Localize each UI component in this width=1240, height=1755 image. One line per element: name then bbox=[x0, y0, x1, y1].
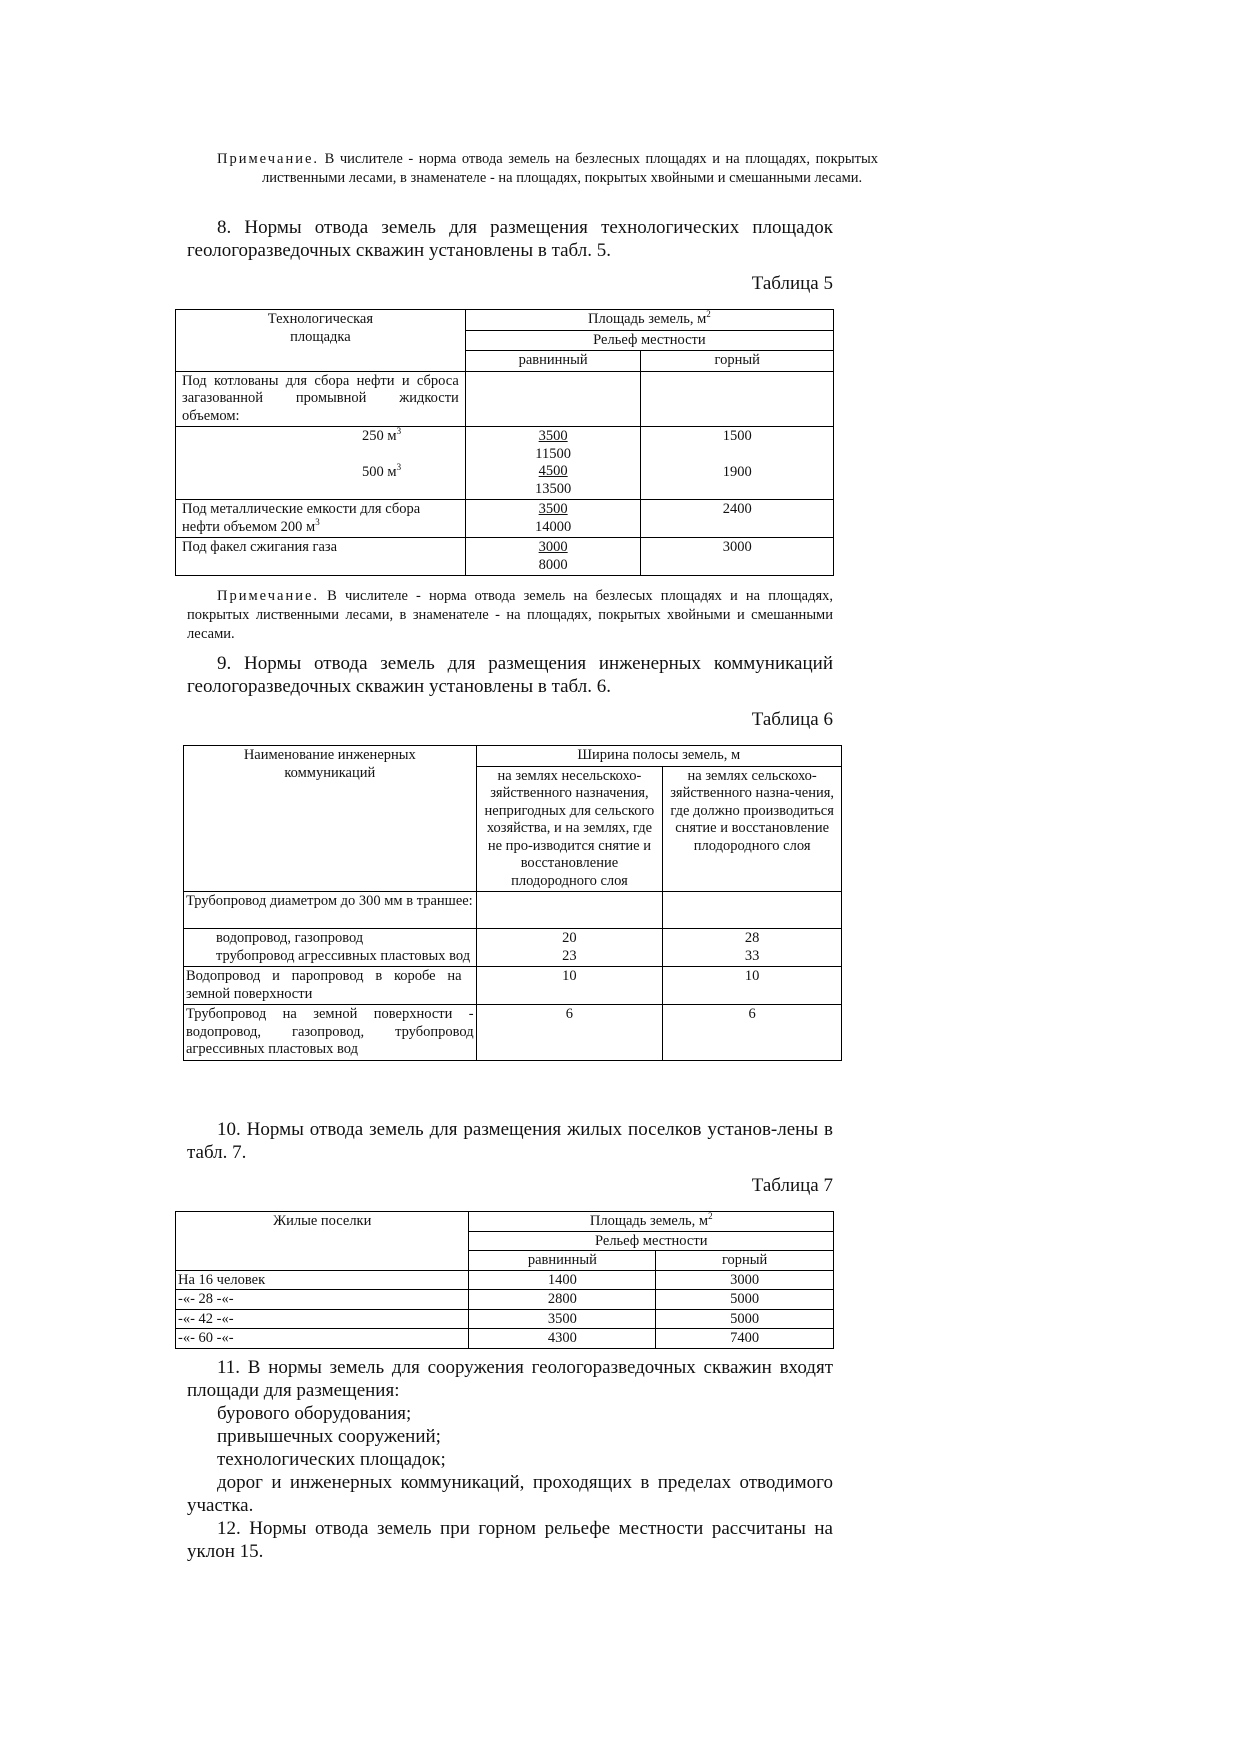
table-7-row-mount: 5000 bbox=[656, 1290, 834, 1310]
table-7-row-label: -«- 28 -«- bbox=[176, 1290, 469, 1310]
table-5-row-tanks-sup: 3 bbox=[315, 516, 320, 527]
table-5-row-500-sup: 3 bbox=[396, 461, 402, 472]
table-7-row-flat: 1400 bbox=[469, 1270, 656, 1290]
table-5-row-flare-flat-denominator: 8000 bbox=[538, 556, 568, 573]
table-5-row-pits-flat bbox=[465, 371, 641, 427]
table-row bbox=[176, 1270, 834, 1290]
table-5-row-pits-mount bbox=[641, 371, 834, 427]
table-7-row-label: -«- 60 -«- bbox=[176, 1329, 469, 1349]
table-7 bbox=[175, 1211, 834, 1349]
table-5-row-tanks-label bbox=[176, 500, 466, 538]
table-5-header-area bbox=[465, 310, 833, 331]
table-5-row-volumes-label bbox=[176, 427, 466, 500]
table-5-header-mount: горный bbox=[641, 351, 834, 372]
table-7-header-area-text: Площадь земель, м bbox=[589, 1213, 709, 1229]
table-5-row-250-flat-denominator: 11500 bbox=[535, 445, 571, 462]
paragraph-9-text: 9. Нормы отвода земель для размещения инженерных коммуникаций геологоразведочных скважин установлены в табл. 6. bbox=[187, 653, 833, 697]
table-5-row-flare-label: Под факел сжигания газа bbox=[176, 538, 466, 576]
table-5-row-250-sup: 3 bbox=[396, 426, 402, 437]
table-6-header-width: Ширина полосы земель, м bbox=[476, 746, 841, 767]
paragraph-10 bbox=[187, 1118, 833, 1164]
note-2 bbox=[187, 587, 833, 644]
paragraph-8-text: 8. Нормы отвода земель для размещения технологических площадок геологоразведочных скважин установлены в табл. 5. bbox=[187, 217, 833, 261]
table-6-header-agri: на землях сельскохо-зяйственного назна-чения, где должно производиться снятие и восстановление плодородного слоя bbox=[663, 766, 842, 892]
paragraph-11-last: дорог и инженерных коммуникаций, проходящих в пределах отводимого участка. bbox=[187, 1472, 833, 1516]
table-5-header-relief: Рельеф местности bbox=[465, 330, 833, 351]
table-5-row-volumes-flat bbox=[465, 427, 641, 500]
table-6-row-surface-label: Трубопровод на земной поверхности - водопровод, газопровод, трубопровод агрессивных пластовых вод bbox=[184, 1005, 477, 1061]
table-6-row-trench-v1 bbox=[476, 892, 663, 929]
table-7-header-settlements: Жилые поселки bbox=[176, 1212, 469, 1271]
table-5-row-flare-flat-numerator: 3000 bbox=[538, 539, 568, 555]
paragraph-11 bbox=[187, 1356, 833, 1563]
table-5-row-250-flat-numerator: 3500 bbox=[538, 428, 568, 444]
table-5-row-flare-mount: 3000 bbox=[641, 538, 834, 576]
table-5-row-tanks-flat bbox=[465, 500, 641, 538]
list-item: бурового оборудования; bbox=[217, 1403, 412, 1424]
table-7-row-mount: 5000 bbox=[656, 1309, 834, 1329]
table-7-row-flat: 4300 bbox=[469, 1329, 656, 1349]
table-7-row-flat: 2800 bbox=[469, 1290, 656, 1310]
table-row bbox=[176, 1290, 834, 1310]
table-5-row-tanks-flat-denominator: 14000 bbox=[535, 518, 572, 535]
table-7-caption: Таблица 7 bbox=[751, 1175, 833, 1196]
table-6-row-aggressive-label: трубопровод агрессивных пластовых вод bbox=[216, 947, 471, 964]
list-item: технологических площадок; bbox=[217, 1449, 446, 1470]
table-6-row-water-gas-v1: 20 bbox=[562, 930, 577, 946]
table-6-header-name-text: Наименование инженерных коммуникаций bbox=[243, 747, 416, 781]
table-6-row-box-v1: 10 bbox=[476, 967, 663, 1005]
table-6 bbox=[183, 745, 842, 1061]
table-7-row-flat: 3500 bbox=[469, 1309, 656, 1329]
note-2-label: Примечание. bbox=[217, 588, 320, 604]
table-5-row-250-label: 250 м bbox=[362, 428, 397, 444]
table-6-caption: Таблица 6 bbox=[751, 709, 833, 730]
table-5-header-flat: равнинный bbox=[465, 351, 641, 372]
paragraph-8 bbox=[187, 216, 833, 262]
table-7-header-area-sup: 2 bbox=[708, 1211, 713, 1222]
paragraph-11-intro: 11. В нормы земель для сооружения геологоразведочных скважин входят площади для размещения: bbox=[187, 1357, 833, 1401]
table-7-header-area bbox=[469, 1212, 834, 1232]
table-6-row-water-gas-v2: 28 bbox=[744, 930, 760, 946]
table-5-row-tanks-mount: 2400 bbox=[641, 500, 834, 538]
table-7-row-label: На 16 человек bbox=[176, 1270, 469, 1290]
list-item: привышечных сооружений; bbox=[217, 1426, 441, 1447]
note-1 bbox=[217, 150, 878, 188]
table-5-row-500-flat-numerator: 4500 bbox=[538, 463, 568, 479]
table-7-header-mount: горный bbox=[656, 1251, 834, 1271]
table-5-header-area-text: Площадь земель, м bbox=[588, 311, 707, 327]
note-2-text: В числителе - норма отвода земель на безлесых площадях и на площадях, покрытых лиственными лесами, в знаменателе - на площадях, покрытых хвойными и смешанными лесами. bbox=[187, 588, 833, 642]
table-7-header-relief: Рельеф местности bbox=[469, 1231, 834, 1251]
table-6-row-trench-v2 bbox=[663, 892, 842, 929]
table-5-row-500-mount: 1900 bbox=[722, 463, 752, 480]
table-6-row-aggressive-v2: 33 bbox=[744, 947, 760, 964]
table-6-row-trench-items-v2 bbox=[663, 929, 842, 967]
table-7-row-label: -«- 42 -«- bbox=[176, 1309, 469, 1329]
table-5-row-pits-label: Под котлованы для сбора нефти и сброса загазованной промывной жидкости объемом: bbox=[176, 371, 466, 427]
table-5-row-500-flat-denominator: 13500 bbox=[535, 480, 572, 497]
table-6-row-water-gas-label: водопровод, газопровод bbox=[216, 930, 364, 946]
table-5-header-platform bbox=[176, 310, 466, 372]
table-6-row-surface-v1: 6 bbox=[476, 1005, 663, 1061]
table-5-caption: Таблица 5 bbox=[751, 273, 833, 294]
table-6-row-surface-v2: 6 bbox=[663, 1005, 842, 1061]
table-5-header-platform-text: Технологическая площадка bbox=[267, 311, 374, 345]
table-5-row-flare-flat bbox=[465, 538, 641, 576]
table-6-header-name bbox=[184, 746, 477, 892]
table-5-row-500-label: 500 м bbox=[362, 463, 397, 480]
table-5 bbox=[175, 309, 834, 576]
table-6-row-trench-items bbox=[184, 929, 477, 967]
table-7-header-flat: равнинный bbox=[469, 1251, 656, 1271]
table-5-row-250-mount: 1500 bbox=[722, 428, 752, 444]
table-6-row-trench-label: Трубопровод диаметром до 300 мм в траншее: bbox=[184, 892, 477, 929]
table-6-header-nonagri: на землях несельскохо-зяйственного назначения, непригодных для сельского хозяйства, и на землях, где не про-изводится снятие и восстановление плодородного слоя bbox=[476, 766, 663, 892]
paragraph-10-text: 10. Нормы отвода земель для размещения жилых поселков установ-лены в табл. 7. bbox=[187, 1119, 833, 1163]
table-row bbox=[176, 1329, 834, 1349]
note-1-label: Примечание. bbox=[217, 151, 320, 167]
table-5-row-volumes-mount bbox=[641, 427, 834, 500]
note-1-text: В числителе - норма отвода земель на безлесных площадях и на площадях, покрытых лиственными лесами, в знаменателе - на площадях, покрытых хвойными и смешанными лесами. bbox=[262, 151, 878, 186]
table-6-row-aggressive-v1: 23 bbox=[562, 947, 577, 964]
paragraph-9 bbox=[187, 652, 833, 698]
table-row bbox=[176, 1309, 834, 1329]
table-5-row-tanks-flat-numerator: 3500 bbox=[538, 501, 568, 517]
table-7-row-mount: 7400 bbox=[656, 1329, 834, 1349]
table-6-row-box-label: Водопровод и паропровод в коробе на земной поверхности bbox=[184, 967, 477, 1005]
table-6-row-box-v2: 10 bbox=[663, 967, 842, 1005]
table-7-row-mount: 3000 bbox=[656, 1270, 834, 1290]
table-6-row-trench-items-v1 bbox=[476, 929, 663, 967]
table-5-header-area-sup: 2 bbox=[706, 309, 711, 320]
table-5-row-tanks-text: Под металлические емкости для сбора нефти объемом 200 м bbox=[182, 501, 421, 535]
paragraph-12-text: 12. Нормы отвода земель при горном рельефе местности рассчитаны на уклон 15. bbox=[187, 1518, 833, 1562]
